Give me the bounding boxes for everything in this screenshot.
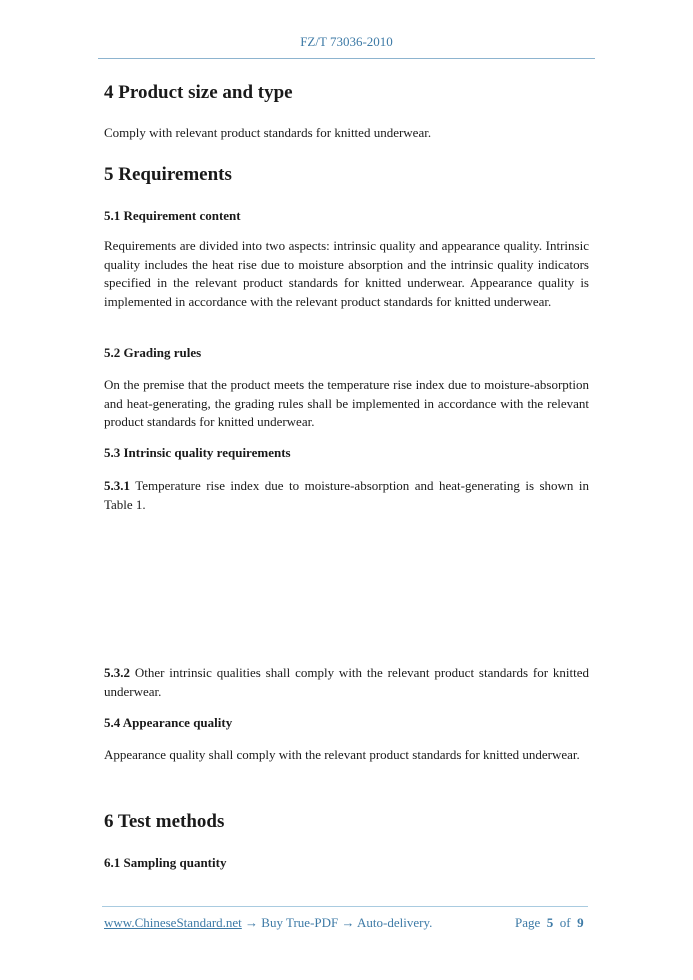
page-indicator — [515, 915, 584, 931]
section-5-3-2-text — [104, 664, 589, 701]
section-5-1-text: Requirements are divided into two aspects: intrinsic quality and appearance quality. Intrinsic quality includes the heat rise due to moisture absorption and the intrinsic quality indicators specified in the relevant product standards for knitted underwear. Appearance quality is implemented in accordance with the relevant product standards for knitted underwear. — [104, 238, 589, 309]
document-id-header: FZ/T 73036-2010 — [300, 34, 393, 49]
auto-delivery-text: → Auto-delivery. — [341, 915, 433, 930]
section-5-4-heading: 5.4 Appearance quality — [104, 715, 233, 730]
section-5-3-2-number: 5.3.2 — [104, 665, 130, 680]
page-number: 5 — [546, 915, 554, 930]
section-5-4-text: Appearance quality shall comply with the relevant product standards for knitted underwear. — [104, 747, 580, 762]
footer-promo — [104, 915, 432, 931]
section-5-3-2-body: Other intrinsic qualities shall comply with the relevant product standards for knitted underwear. — [104, 665, 589, 699]
section-4-text: Comply with relevant product standards for knitted underwear. — [104, 125, 432, 140]
section-5-3-heading: 5.3 Intrinsic quality requirements — [104, 445, 291, 460]
section-4-heading: 4 Product size and type — [104, 82, 293, 103]
section-5-2-text: On the premise that the product meets the temperature rise index due to moisture-absorption and heat-generating, the grading rules shall be implemented in accordance with the relevant product standards for knitted underwear. — [104, 377, 589, 429]
website-link[interactable]: www.ChineseStandard.net — [104, 915, 242, 930]
page-label: Page — [515, 915, 541, 930]
section-5-1-heading: 5.1 Requirement content — [104, 208, 241, 223]
section-6-heading: 6 Test methods — [104, 811, 225, 832]
header-divider — [98, 58, 595, 59]
section-6-1-heading: 6.1 Sampling quantity — [104, 855, 227, 870]
section-5-3-1-number: 5.3.1 — [104, 478, 130, 493]
section-5-heading: 5 Requirements — [104, 164, 232, 185]
of-label: of — [559, 915, 571, 930]
section-5-3-1-text — [104, 477, 589, 514]
section-5-2-heading: 5.2 Grading rules — [104, 345, 202, 360]
buy-pdf-text: → Buy True-PDF — [241, 915, 342, 930]
footer-divider — [102, 906, 588, 907]
section-5-3-1-body: Temperature rise index due to moisture-absorption and heat-generating is shown in Table 1. — [104, 478, 589, 512]
page-total: 9 — [577, 915, 584, 930]
